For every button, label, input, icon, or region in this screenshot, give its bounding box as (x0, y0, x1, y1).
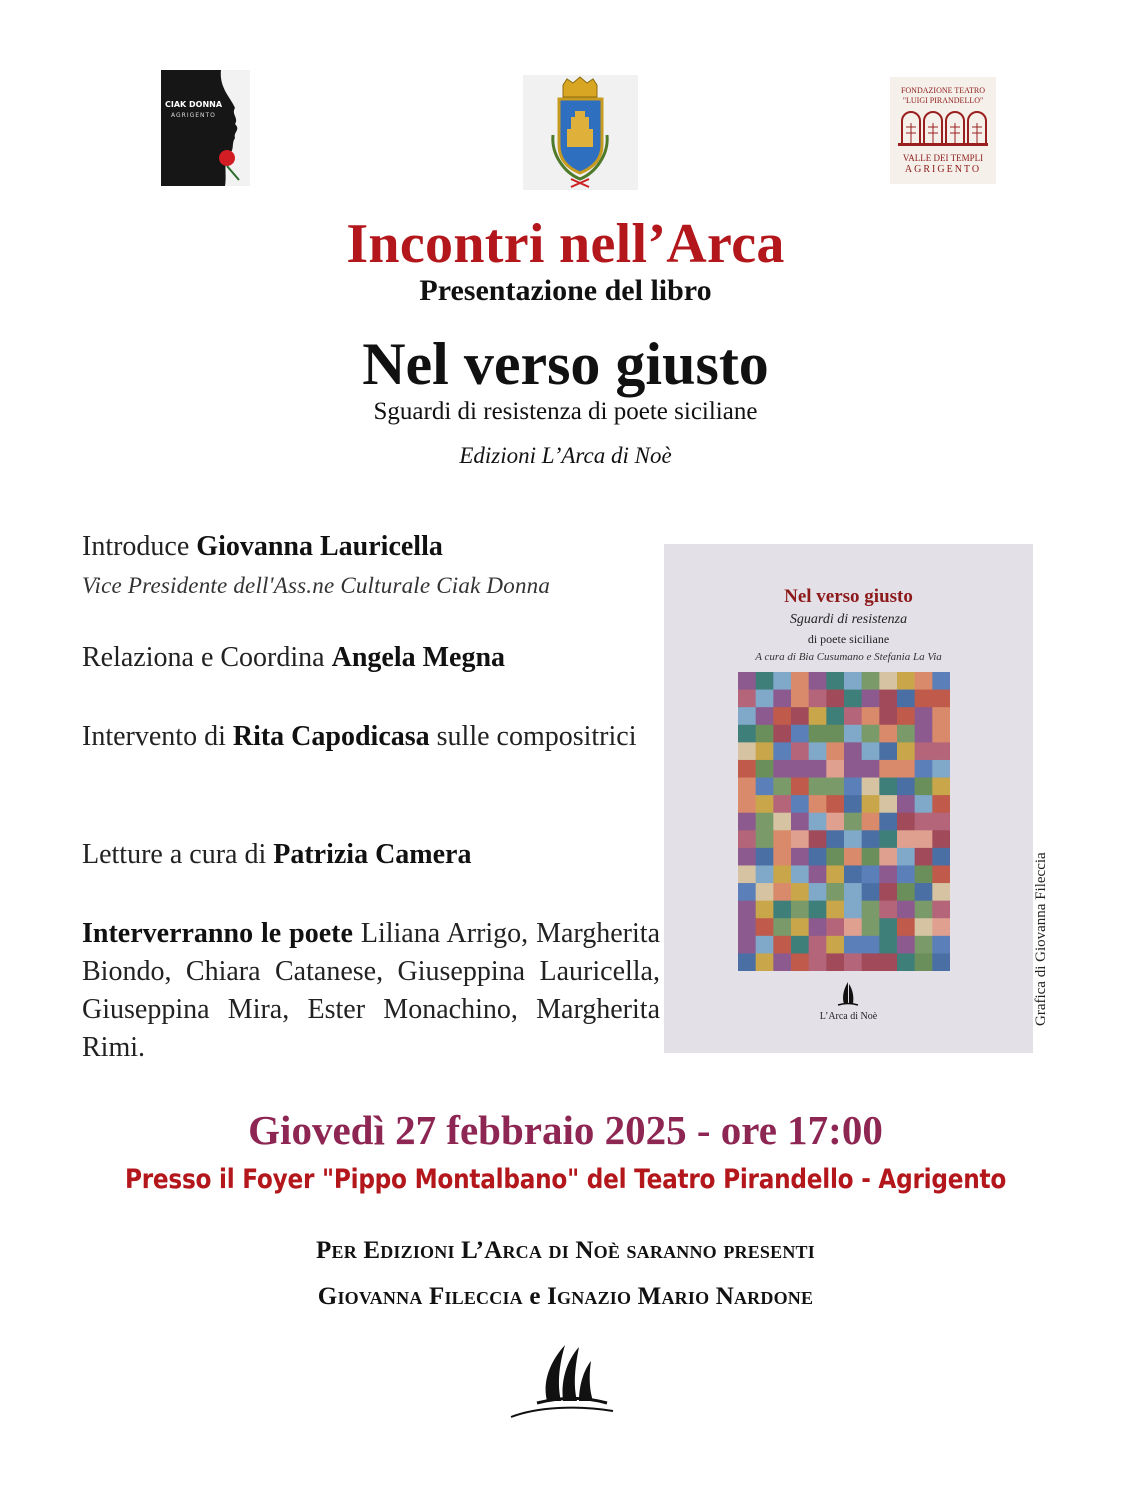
mosaic-tile (826, 760, 844, 778)
teatro-logo-line4: AGRIGENTO (904, 164, 982, 175)
mosaic-tile (879, 725, 897, 743)
mosaic-tile (915, 918, 933, 936)
theatre-facade-icon (898, 107, 988, 147)
mosaic-tile (738, 795, 756, 813)
mosaic-tile (809, 778, 827, 796)
mosaic-tile (879, 901, 897, 919)
mosaic-tile (791, 953, 809, 971)
mosaic-tile (879, 795, 897, 813)
mosaic-tile (756, 672, 774, 690)
mosaic-tile (826, 778, 844, 796)
mosaic-tile (932, 830, 950, 848)
mosaic-tile (879, 883, 897, 901)
mosaic-tile (932, 690, 950, 708)
mosaic-tile (862, 760, 880, 778)
mosaic-tile (738, 742, 756, 760)
mosaic-tile (897, 795, 915, 813)
mosaic-tile (879, 760, 897, 778)
mosaic-tile (791, 848, 809, 866)
mosaic-tile (738, 953, 756, 971)
mosaic-tile (826, 742, 844, 760)
mosaic-tile (826, 883, 844, 901)
mosaic-tile (756, 707, 774, 725)
mosaic-tile (879, 865, 897, 883)
publisher-name: Edizioni L’Arca di Noè (459, 443, 672, 468)
mosaic-tile (862, 848, 880, 866)
int-name: Rita Capodicasa (232, 721, 430, 752)
mosaic-tile (897, 742, 915, 760)
mosaic-tile (932, 795, 950, 813)
program-poets (82, 915, 660, 1067)
mosaic-tile (897, 883, 915, 901)
mosaic-tile (756, 953, 774, 971)
mosaic-tile (791, 795, 809, 813)
mosaic-tile (826, 795, 844, 813)
mosaic-tile (773, 778, 791, 796)
mosaic-tile (897, 901, 915, 919)
mosaic-tile (773, 760, 791, 778)
mosaic-tile (826, 672, 844, 690)
mosaic-tile (738, 901, 756, 919)
mosaic-tile (809, 918, 827, 936)
mosaic-tile (826, 848, 844, 866)
mosaic-tile (862, 778, 880, 796)
mosaic-tile (897, 813, 915, 831)
mosaic-tile (897, 707, 915, 725)
ciak-logo-title: CIAK DONNA (165, 100, 223, 109)
event-series-title: Incontri nell’Arca (346, 213, 785, 275)
mosaic-tile (791, 830, 809, 848)
mosaic-tile (862, 865, 880, 883)
mosaic-tile (932, 725, 950, 743)
mosaic-tile (826, 953, 844, 971)
mosaic-tile (932, 865, 950, 883)
graphics-credit: Grafica di Giovanna Fileccia (1033, 852, 1049, 1026)
mosaic-tile (756, 760, 774, 778)
mosaic-tile (915, 725, 933, 743)
mosaic-tile (915, 813, 933, 831)
cover-publisher: L’Arca di Noè (819, 1011, 878, 1022)
mosaic-tile (915, 707, 933, 725)
mosaic-tile (862, 830, 880, 848)
mosaic-tile (809, 672, 827, 690)
mosaic-tile (862, 936, 880, 954)
mosaic-tile (738, 883, 756, 901)
event-venue: Presso il Foyer "Pippo Montalbano" del Teatro Pirandello - Agrigento (124, 1164, 1007, 1195)
mosaic-tile (915, 830, 933, 848)
mosaic-tile (826, 830, 844, 848)
mosaic-tile (738, 830, 756, 848)
mosaic-tile (897, 830, 915, 848)
mosaic-tile (844, 936, 862, 954)
mosaic-tile (862, 725, 880, 743)
mosaic-tile (915, 901, 933, 919)
mosaic-tile (756, 865, 774, 883)
rel-prefix: Relaziona e Coordina (82, 642, 332, 673)
mosaic-tile (773, 813, 791, 831)
mosaic-tile (773, 830, 791, 848)
mosaic-tile (756, 918, 774, 936)
mosaic-tile (809, 725, 827, 743)
mosaic-tile (897, 725, 915, 743)
mosaic-tile (791, 672, 809, 690)
mosaic-tile (809, 830, 827, 848)
mosaic-tile (879, 778, 897, 796)
presenter-1: Giovanna Fileccia (317, 1283, 523, 1310)
mosaic-tile (862, 795, 880, 813)
mosaic-tile (897, 865, 915, 883)
mosaic-tile (844, 953, 862, 971)
mosaic-tile (773, 901, 791, 919)
mosaic-tile (862, 883, 880, 901)
mosaic-tile (773, 883, 791, 901)
mosaic-tile (738, 690, 756, 708)
mosaic-tile (879, 690, 897, 708)
let-prefix: Letture a cura di (82, 839, 274, 870)
mosaic-tile (791, 760, 809, 778)
mosaic-portrait-art (738, 672, 950, 971)
mosaic-tile (915, 936, 933, 954)
mosaic-tile (791, 936, 809, 954)
mosaic-tile (915, 672, 933, 690)
mosaic-tile (844, 918, 862, 936)
mosaic-tile (791, 918, 809, 936)
mosaic-tile (756, 830, 774, 848)
mosaic-tile (738, 918, 756, 936)
mosaic-tile (879, 830, 897, 848)
mosaic-tile (826, 918, 844, 936)
mosaic-tile (915, 742, 933, 760)
mosaic-tile (809, 795, 827, 813)
mosaic-tile (844, 901, 862, 919)
mosaic-tile (862, 742, 880, 760)
intro-role: Vice Presidente dell'Ass.ne Culturale Ciak Donna (82, 573, 551, 598)
mosaic-tile (844, 813, 862, 831)
poets-list: Liliana Arrigo, Margherita Biondo, Chiara Catanese, Giuseppina Lauricella, Giuseppina Mira, Ester Monachino, Margherita Rimi. (82, 918, 660, 1063)
intro-prefix: Introduce (82, 531, 197, 562)
teatro-logo-line2: "LUIGI PIRANDELLO" (902, 96, 984, 105)
mosaic-tile (932, 883, 950, 901)
mosaic-tile (915, 848, 933, 866)
mosaic-tile (879, 813, 897, 831)
mosaic-tile (932, 760, 950, 778)
mosaic-tile (756, 742, 774, 760)
mosaic-tile (773, 795, 791, 813)
program-intervento (82, 718, 660, 756)
mosaic-tile (915, 953, 933, 971)
teatro-pirandello-logo (890, 77, 996, 184)
mosaic-tile (791, 725, 809, 743)
mosaic-tile (738, 725, 756, 743)
mosaic-tile (826, 936, 844, 954)
mosaic-tile (826, 707, 844, 725)
coat-of-arms-icon (523, 75, 638, 190)
comune-agrigento-crest (523, 75, 638, 190)
mosaic-tile (915, 778, 933, 796)
mosaic-tile (826, 901, 844, 919)
mosaic-tile (791, 742, 809, 760)
arca-di-noe-boat-logo-icon (507, 1341, 615, 1419)
mosaic-tile (809, 901, 827, 919)
mosaic-tile (756, 883, 774, 901)
mosaic-tile (879, 707, 897, 725)
mosaic-tile (809, 848, 827, 866)
mosaic-tile (932, 848, 950, 866)
mosaic-tile (932, 901, 950, 919)
mosaic-tile (756, 813, 774, 831)
mosaic-tile (773, 742, 791, 760)
presenters-conjunction: e (522, 1283, 548, 1310)
mosaic-tile (897, 672, 915, 690)
mosaic-tile (756, 795, 774, 813)
mosaic-tile (844, 742, 862, 760)
program-relatore (82, 639, 660, 677)
mosaic-tile (915, 760, 933, 778)
mosaic-tile (738, 813, 756, 831)
mosaic-tile (844, 865, 862, 883)
rel-name: Angela Megna (331, 642, 506, 673)
mosaic-tile (932, 707, 950, 725)
mosaic-tile (897, 953, 915, 971)
mosaic-tile (932, 672, 950, 690)
mosaic-tile (791, 707, 809, 725)
mosaic-tile (844, 830, 862, 848)
mosaic-tile (897, 848, 915, 866)
presenter-2: Ignazio Mario Nardone (547, 1283, 814, 1310)
mosaic-tile (738, 778, 756, 796)
teatro-logo-line3: VALLE DEI TEMPLI (902, 153, 984, 163)
mosaic-tile (791, 813, 809, 831)
mosaic-tile (932, 813, 950, 831)
mosaic-tile (862, 690, 880, 708)
poets-label: Interverranno le poete (82, 918, 353, 949)
mosaic-tile (844, 778, 862, 796)
mosaic-tile (879, 953, 897, 971)
book-title: Nel verso giusto (362, 331, 769, 397)
cover-curators: A cura di Bia Cusumano e Stefania La Via (755, 651, 942, 663)
mosaic-tile (756, 725, 774, 743)
mosaic-tile (809, 742, 827, 760)
cover-subtitle-2: di poete siciliane (807, 632, 890, 646)
mosaic-tile (879, 742, 897, 760)
mosaic-tile (738, 865, 756, 883)
mosaic-tile (897, 690, 915, 708)
mosaic-tile (897, 760, 915, 778)
mosaic-tile (862, 953, 880, 971)
mosaic-tile (879, 848, 897, 866)
mosaic-tile (756, 778, 774, 796)
book-subtitle: Sguardi di resistenza di poete siciliane (373, 398, 758, 425)
int-prefix: Intervento di (82, 721, 233, 752)
mosaic-tile (844, 672, 862, 690)
mosaic-tile (826, 690, 844, 708)
ciak-logo-city: AGRIGENTO (171, 112, 216, 119)
int-suffix: sulle compositrici (429, 721, 637, 752)
mosaic-tile (773, 725, 791, 743)
mosaic-tile (773, 918, 791, 936)
mosaic-tile (862, 672, 880, 690)
mosaic-tile (844, 725, 862, 743)
mosaic-tile (773, 672, 791, 690)
mosaic-tile (932, 936, 950, 954)
mosaic-tile (897, 778, 915, 796)
mosaic-tile (879, 918, 897, 936)
ciak-donna-logo (161, 70, 250, 186)
mosaic-tile (809, 760, 827, 778)
mosaic-tile (809, 813, 827, 831)
mosaic-tile (862, 707, 880, 725)
mosaic-tile (756, 936, 774, 954)
cover-title: Nel verso giusto (784, 586, 913, 607)
intro-name: Giovanna Lauricella (196, 531, 443, 562)
mosaic-tile (809, 690, 827, 708)
mosaic-tile (844, 848, 862, 866)
mosaic-tile (844, 795, 862, 813)
mosaic-tile (915, 883, 933, 901)
mosaic-tile (844, 690, 862, 708)
mosaic-tile (791, 690, 809, 708)
mosaic-tile (773, 953, 791, 971)
program-intro (82, 528, 660, 605)
mosaic-tile (738, 672, 756, 690)
let-name: Patrizia Camera (273, 839, 472, 870)
mosaic-tile (773, 707, 791, 725)
mosaic-tile (879, 672, 897, 690)
mosaic-tile (809, 865, 827, 883)
presenters-names (0, 1283, 1131, 1311)
rose-profile-icon (161, 70, 250, 186)
mosaic-tile (773, 690, 791, 708)
event-date: Giovedì 27 febbraio 2025 - ore 17:00 (248, 1107, 883, 1153)
mosaic-tile (932, 918, 950, 936)
mosaic-tile (773, 848, 791, 866)
mosaic-tile (809, 883, 827, 901)
mosaic-tile (932, 742, 950, 760)
mosaic-tile (897, 936, 915, 954)
mosaic-tile (862, 901, 880, 919)
mosaic-tile (826, 725, 844, 743)
mosaic-tile (826, 865, 844, 883)
mosaic-tile (844, 707, 862, 725)
mosaic-tile (756, 690, 774, 708)
mosaic-tile (862, 813, 880, 831)
mosaic-tile (738, 936, 756, 954)
mosaic-tile (773, 936, 791, 954)
mosaic-tile (791, 865, 809, 883)
program-letture (82, 836, 660, 874)
mosaic-tile (879, 936, 897, 954)
mosaic-tile (809, 707, 827, 725)
mosaic-tile (791, 901, 809, 919)
mosaic-tile (897, 918, 915, 936)
mosaic-tile (844, 883, 862, 901)
mosaic-tile (862, 918, 880, 936)
mosaic-tile (809, 936, 827, 954)
book-cover-image (664, 544, 1033, 1053)
mosaic-tile (756, 901, 774, 919)
mosaic-tile (809, 953, 827, 971)
mosaic-tile (915, 690, 933, 708)
cover-boat-logo-icon (835, 980, 861, 1008)
presentation-subtitle: Presentazione del libro (419, 274, 712, 307)
mosaic-tile (738, 760, 756, 778)
mosaic-tile (932, 778, 950, 796)
cover-subtitle: Sguardi di resistenza (789, 612, 908, 627)
mosaic-tile (915, 795, 933, 813)
mosaic-tile (791, 778, 809, 796)
mosaic-tile (738, 848, 756, 866)
mosaic-tile (773, 865, 791, 883)
mosaic-tile (756, 848, 774, 866)
teatro-logo-line1: FONDAZIONE TEATRO (900, 86, 986, 95)
mosaic-tile (791, 883, 809, 901)
mosaic-tile (932, 953, 950, 971)
mosaic-tile (844, 760, 862, 778)
mosaic-tile (738, 707, 756, 725)
mosaic-tile (826, 813, 844, 831)
presenters-intro: Per Edizioni L’Arca di Noè saranno presenti (316, 1237, 815, 1264)
mosaic-tile (915, 865, 933, 883)
